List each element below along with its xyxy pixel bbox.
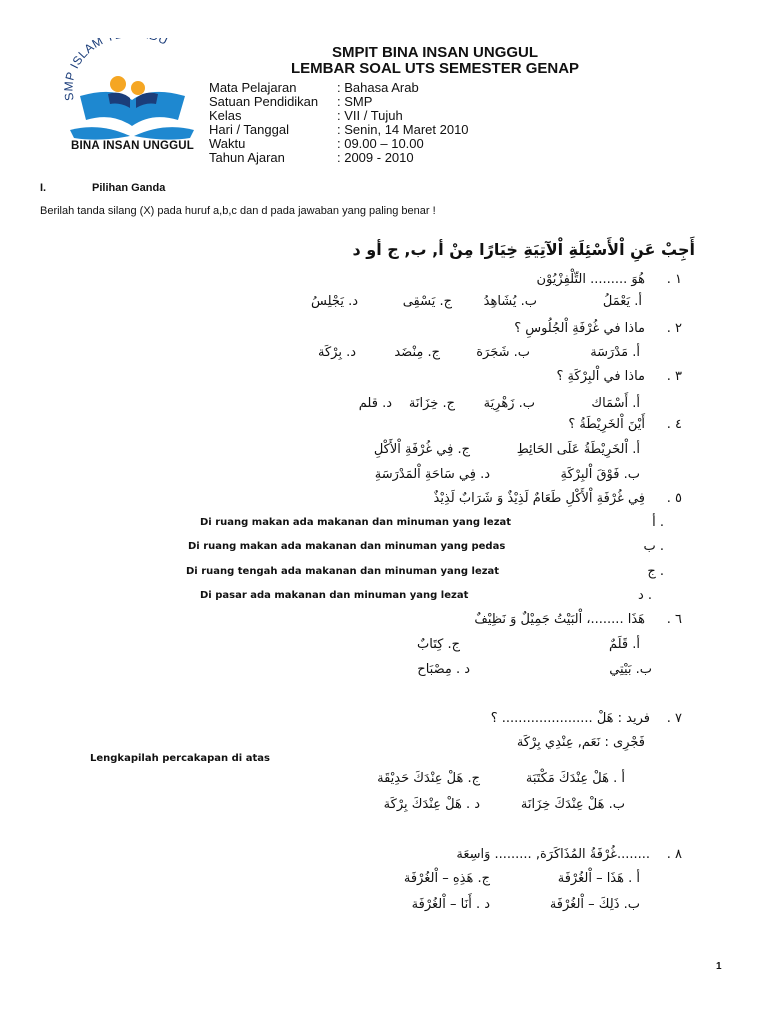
document-title-line2: LEMBAR SOAL UTS SEMESTER GENAP [290,60,580,77]
option-b[interactable]: Di ruang makan ada makanan dan minuman yang pedas [188,541,506,552]
section-title: Pilihan Ganda [92,182,166,194]
logo-arc-text: SMP ISLAM U [61,38,171,102]
option-d[interactable]: د. قلم [358,396,392,411]
question-number: ٣ . [666,369,682,384]
option-c[interactable]: ج. هَلْ عِنْدَكَ حَدِيْقَة [377,771,480,786]
question-reply: فَجْرِى : نَعَم, عِنْدِي بِرْكَة [516,735,645,750]
option-c[interactable]: ج. يَسْقِى [402,294,452,309]
info-value: : 2009 - 2010 [337,150,414,165]
option-c-letter: . ج [647,564,664,579]
question-number: ١ . [666,272,682,287]
info-label: Mata Pelajaran [209,80,297,95]
school-logo [60,38,205,156]
question-text: ماذا في غُرْفَةِ اْلجُلُوسِ ؟ [514,321,645,336]
question-number: ٤ . [666,417,682,432]
info-row [209,137,424,151]
question-number: ٢ . [666,321,682,336]
question-text: أَيْنَ اْلخَرِيْطَةُ ؟ [568,417,645,432]
option-c[interactable]: ج. مِنْضَد [394,345,440,360]
info-label: Kelas [209,108,242,123]
question-text: هَذَا ........، اْلبَيْتُ جَمِيْلٌ وَ نَظِيْفٌ [474,612,645,627]
option-a[interactable]: أ . هَذَا – اْلغُرْفَة [557,871,640,886]
document-title-line1: SMPIT BINA INSAN UNGGUL [331,44,539,61]
option-b[interactable]: ب. زَهْرِيَة [483,396,535,411]
info-value: : 09.00 – 10.00 [337,136,424,151]
logo-emblem-icon [60,38,205,156]
section-instruction: Berilah tanda silang (X) pada huruf a,b,c dan d pada jawaban yang paling benar ! [40,205,436,217]
info-row [209,151,414,165]
option-instruction: Lengkapilah percakapan di atas [90,753,270,764]
option-b[interactable]: ب. ذَلِكَ – اْلغُرْفَة [549,897,640,912]
option-c[interactable]: ج. فِي غُرْفَةِ اْلأَكْلِ [373,442,470,457]
question-number: ٨ . [666,847,682,862]
info-value: : Senin, 14 Maret 2010 [337,122,469,137]
option-c[interactable]: ج. هَذِهِ – اْلغُرْفَة [403,871,490,886]
option-d[interactable]: د. بِرْكَة [317,345,356,360]
option-b[interactable]: ب. هَلْ عِنْدَكَ خِزَانَة [520,797,625,812]
option-d[interactable]: د . هَلْ عِنْدَكَ بِرْكَة [383,797,480,812]
arabic-main-instruction: أَجِبْ عَنِ اْلأَسْئِلَةِ اْلآتِيَةِ خِيَارًا مِنْ أ, ب, ج أو د [352,240,695,259]
info-label: Waktu [209,136,246,151]
info-value: : VII / Tujuh [337,108,403,123]
question-number: ٦ . [666,612,682,627]
info-row [209,123,469,137]
option-a[interactable]: أ. يَعْمَلُ [602,294,642,309]
option-c[interactable]: Di ruang tengah ada makanan dan minuman yang lezat [186,566,500,577]
info-value: : Bahasa Arab [337,80,419,95]
question-number: ٧ . [666,711,682,726]
option-d-letter: . د [637,588,652,603]
question-text: هُوَ ......... التِّلْفِزْيُوْن [536,272,645,287]
option-a[interactable]: أ. قَلَمٌ [608,637,640,652]
page-number: 1 [716,961,722,972]
option-a[interactable]: أ. أَسْمَاك [591,396,640,411]
info-label: Tahun Ajaran [209,150,285,165]
option-d[interactable]: د . مِصْبَاح [417,662,470,677]
question-text: فِي غُرْفَةِ اْلأَكْلِ طَعَامٌ لَذِيْذٌ وَ شَرَابٌ لَذِيْذٌ [433,491,645,506]
option-c[interactable]: ج. كِتَابٌ [417,637,460,652]
option-b[interactable]: ب. بَيْتِي [609,662,652,677]
option-b[interactable]: ب. فَوْقَ اْلبِرْكَةِ [560,467,640,482]
school-name: BINA INSAN UNGGUL [70,140,195,152]
option-d[interactable]: د. يَجْلِسُ [311,294,358,309]
info-value: : SMP [337,94,373,109]
option-b-letter: . ب [643,539,664,554]
question-text: فريد : هَلْ ...................... ؟ [490,711,650,726]
question-text: ماذا في اْلبِرْكَةِ ؟ [556,369,645,384]
option-a[interactable]: Di ruang makan ada makanan dan minuman yang lezat [200,517,512,528]
option-a[interactable]: أ. مَدْرَسَة [590,345,640,360]
option-c[interactable]: ج. خِزَانَة [408,396,455,411]
option-a-letter: . أ [652,515,664,530]
question-text: ........غُرْفَةُ المُذَاكَرَة, ......... وَاسِعَة [456,847,650,862]
question-number: ٥ . [666,491,682,506]
option-d[interactable]: Di pasar ada makanan dan minuman yang lezat [200,590,469,601]
option-b[interactable]: ب. شَجَرَة [476,345,530,360]
info-row [209,109,403,123]
info-label: Satuan Pendidikan [209,94,319,109]
info-label: Hari / Tanggal [209,122,289,137]
option-d[interactable]: د . أَنَا – اْلغُرْفَة [411,897,490,912]
section-number: I. [40,182,47,194]
info-row [209,95,372,109]
option-a[interactable]: أ. اْلخَرِيْطَةُ عَلَى الحَائِطِ [516,442,640,457]
option-a[interactable]: أ . هَلْ عِنْدَكَ مَكْتَبَة [525,771,625,786]
option-b[interactable]: ب. يُشَاهِدُ [483,294,537,309]
option-d[interactable]: د. فِي سَاحَةِ اْلمَدْرَسَةِ [374,467,490,482]
info-row [209,81,419,95]
